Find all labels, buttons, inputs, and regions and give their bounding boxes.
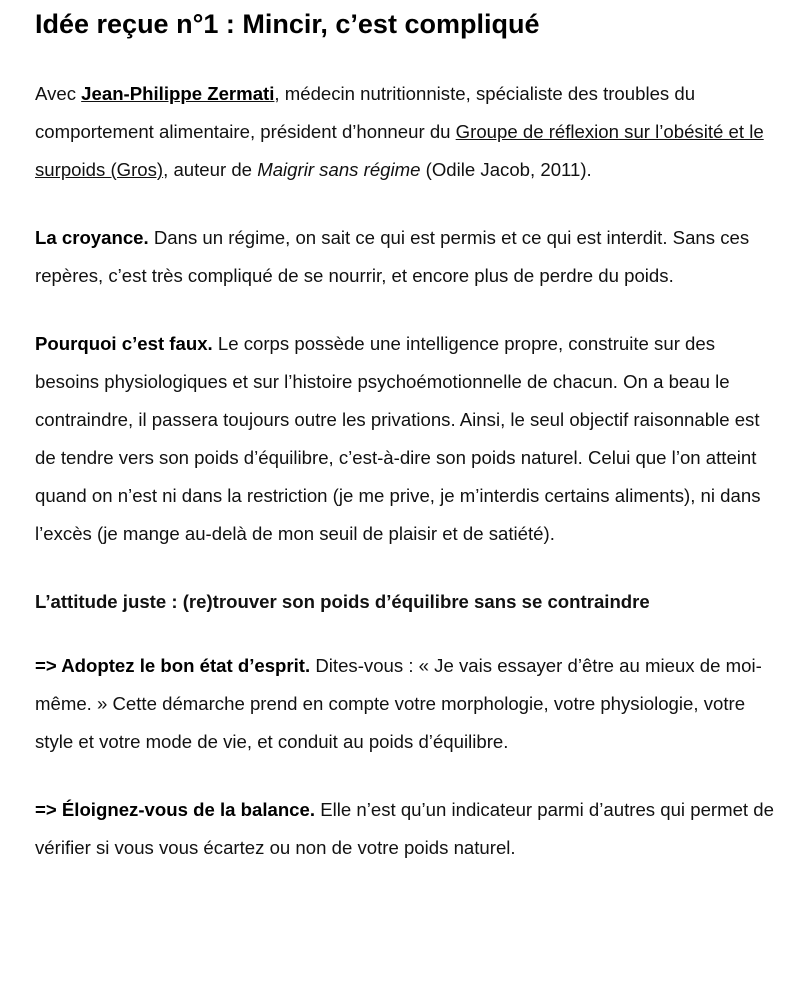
section-subheading: L’attitude juste : (re)trouver son poids d’équilibre sans se contraindre: [35, 591, 650, 612]
why-false-paragraph: [35, 325, 780, 553]
tip-label: => Adoptez le bon état d’esprit.: [35, 655, 311, 676]
author-name: Jean-Philippe Zermati: [81, 83, 275, 104]
group-link[interactable]: Groupe de réflexion sur l’obésité et le surpoids (Gros): [35, 121, 764, 180]
book-title: Maigrir sans régime: [257, 159, 421, 180]
why-false-text: Le corps possède une intelligence propre, construite sur des besoins physiologiques et sur l’histoire psychoémotionnelle de chacun. On a beau le contraindre, il passera toujours outre les privations. Ainsi, le seul objectif raisonnable est de tendre vers son poids d’équilibre, c’est-à-dire son poids naturel. Celui que l’on atteint quand on n’est ni dans la restriction (je me prive, je m’interdis certains aliments), ni dans l’excès (je mange au-delà de mon seuil de plaisir et de satiété).: [35, 333, 761, 544]
intro-text: (Odile Jacob, 2011).: [420, 159, 592, 180]
tip-text: Dites-vous : « Je vais essayer d’être au mieux de moi-même. » Cette démarche prend en compte votre morphologie, votre physiologie, votre style et votre mode de vie, et conduit au poids d’équilibre.: [35, 655, 762, 752]
why-false-label: Pourquoi c’est faux.: [35, 333, 213, 354]
belief-text: Dans un régime, on sait ce qui est permis et ce qui est interdit. Sans ces repères, c’est très compliqué de se nourrir, et encore plus de perdre du poids.: [35, 227, 750, 286]
tip-paragraph: [35, 791, 780, 867]
author-link[interactable]: [81, 83, 274, 104]
tip-label: => Éloignez-vous de la balance.: [35, 799, 316, 820]
intro-text: Avec: [35, 83, 82, 104]
intro-text: , auteur de: [163, 159, 258, 180]
belief-label: La croyance.: [35, 227, 149, 248]
intro-paragraph: [35, 75, 780, 189]
belief-paragraph: [35, 219, 780, 295]
article-title: Idée reçue n°1 : Mincir, c’est compliqué: [35, 9, 540, 39]
tip-paragraph: [35, 647, 780, 761]
intro-text: , médecin nutritionniste, spécialiste des troubles du comportement alimentaire, président d’honneur du: [35, 83, 696, 142]
tip-text: Elle n’est qu’un indicateur parmi d’autres qui permet de vérifier si vous vous écartez ou non de votre poids naturel.: [35, 799, 774, 858]
